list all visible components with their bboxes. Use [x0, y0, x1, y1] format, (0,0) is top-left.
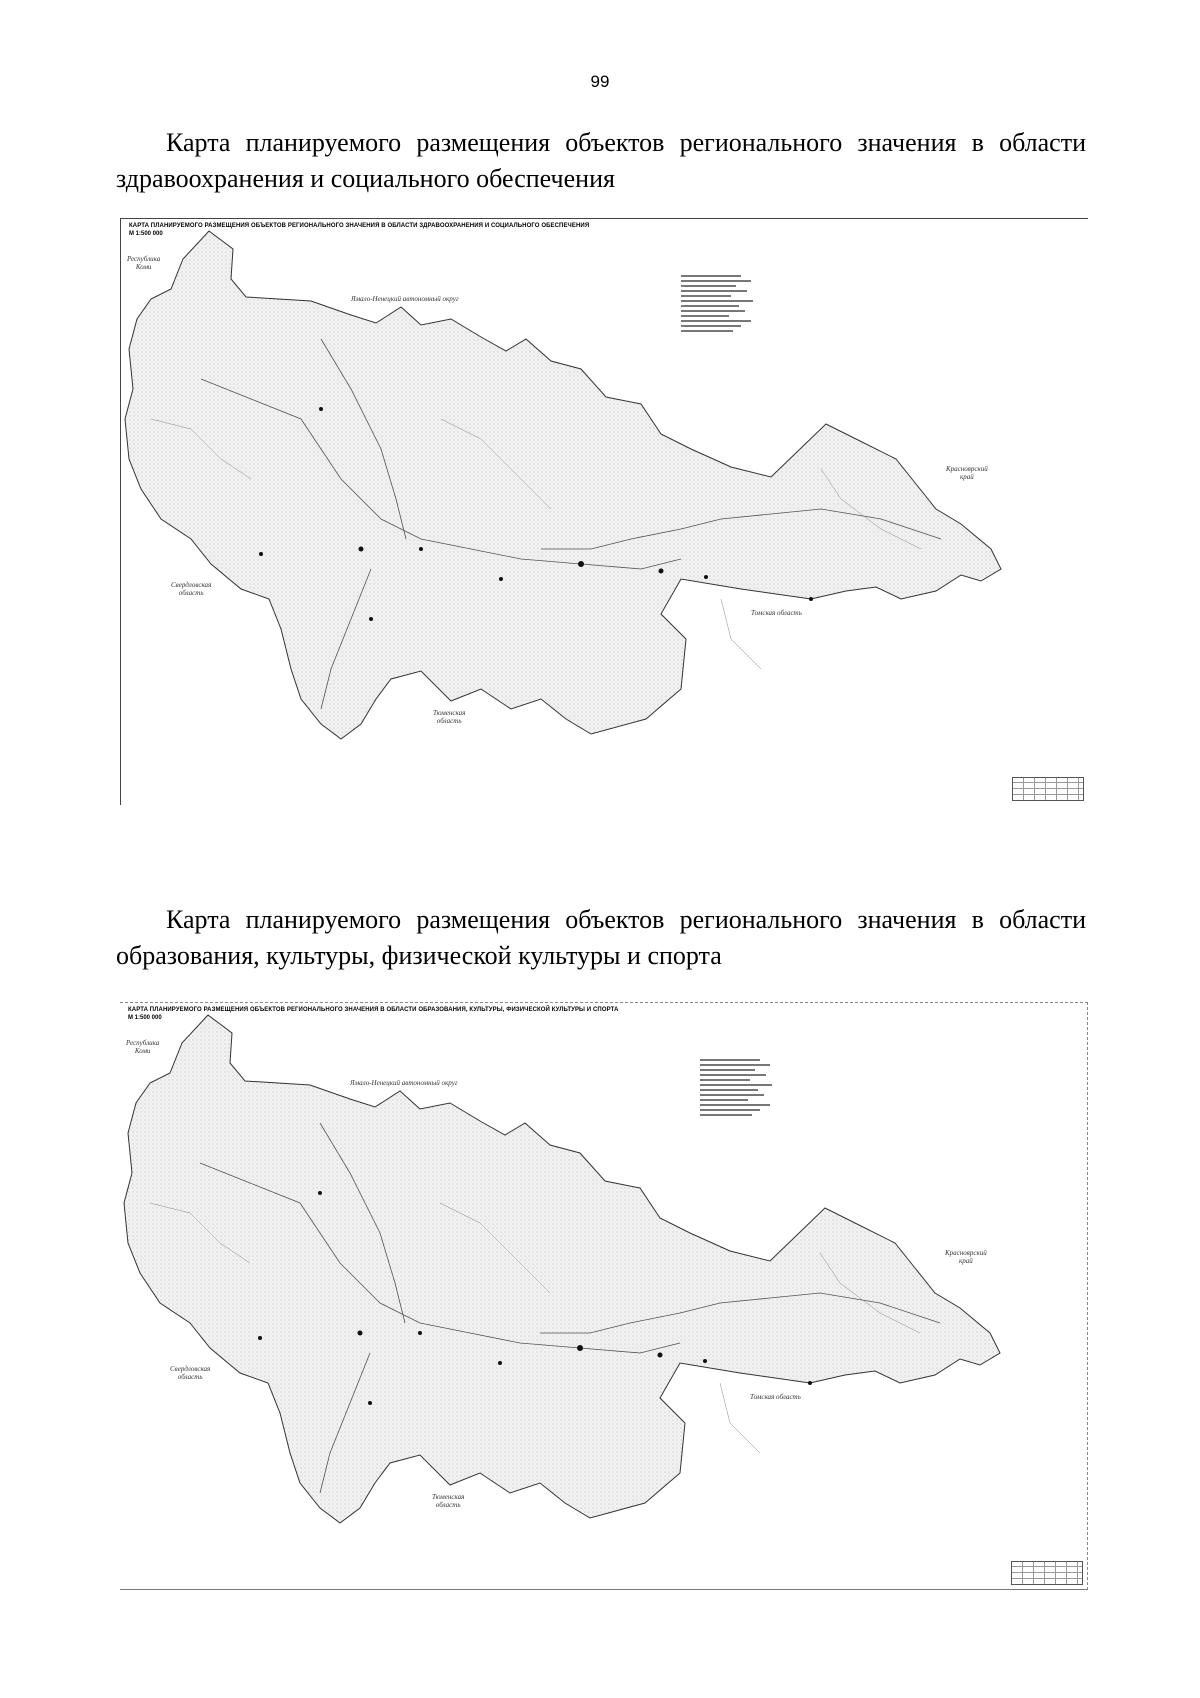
map-title: КАРТА ПЛАНИРУЕМОГО РАЗМЕЩЕНИЯ ОБЪЕКТОВ РЕГИОНАЛЬНОГО ЗНАЧЕНИЯ В ОБЛАСТИ ОБРАЗОВАНИЯ, КУЛЬТУРЫ, ФИЗИЧЕСКОЙ КУЛЬТУРЫ И СПОРТА — [128, 1007, 619, 1013]
map-education-culture — [120, 1002, 1088, 1590]
map-scale: М 1:500 000 — [128, 1015, 162, 1021]
label-sverdlovsk: Свердловская область — [170, 1365, 211, 1381]
map-health-social — [120, 218, 1088, 805]
label-tomsk: Томская область — [750, 1393, 801, 1401]
map-legend — [700, 1059, 870, 1174]
label-krasnoyarsk: Красноярский край — [946, 465, 988, 481]
label-sverdlovsk: Свердловская область — [171, 581, 212, 597]
label-yanao: Ямало-Ненецкий автономный округ — [350, 1079, 458, 1087]
title-block-stamp — [1011, 1561, 1083, 1585]
map-legend — [681, 275, 851, 390]
map-scale: М 1:500 000 — [129, 231, 163, 237]
region-outline — [125, 231, 1001, 739]
label-tyumen: Тюменская область — [432, 1493, 465, 1509]
map-title: КАРТА ПЛАНИРУЕМОГО РАЗМЕЩЕНИЯ ОБЪЕКТОВ РЕГИОНАЛЬНОГО ЗНАЧЕНИЯ В ОБЛАСТИ ЗДРАВООХРАНЕНИЯ И СОЦИАЛЬНОГО ОБЕСПЕЧЕНИЯ — [129, 223, 590, 229]
page-number: 99 — [590, 72, 610, 91]
region-map-svg — [121, 219, 1088, 805]
region-map-svg — [120, 1003, 1087, 1589]
label-yanao: Ямало-Ненецкий автономный округ — [351, 295, 459, 303]
label-tyumen: Тюменская область — [433, 709, 466, 725]
label-krasnoyarsk: Красноярский край — [945, 1249, 987, 1265]
label-komi: Республика Коми — [126, 1039, 160, 1055]
label-komi: Республика Коми — [127, 255, 161, 271]
map-caption-education: Карта планируемого размещения объектов регионального значения в области образования, культуры, физической культуры и спорта — [116, 905, 1086, 970]
map-caption-health: Карта планируемого размещения объектов регионального значения в области здравоохранения и социального обеспечения — [116, 128, 1086, 193]
label-tomsk: Томская область — [751, 609, 802, 617]
title-block-stamp — [1012, 777, 1084, 801]
